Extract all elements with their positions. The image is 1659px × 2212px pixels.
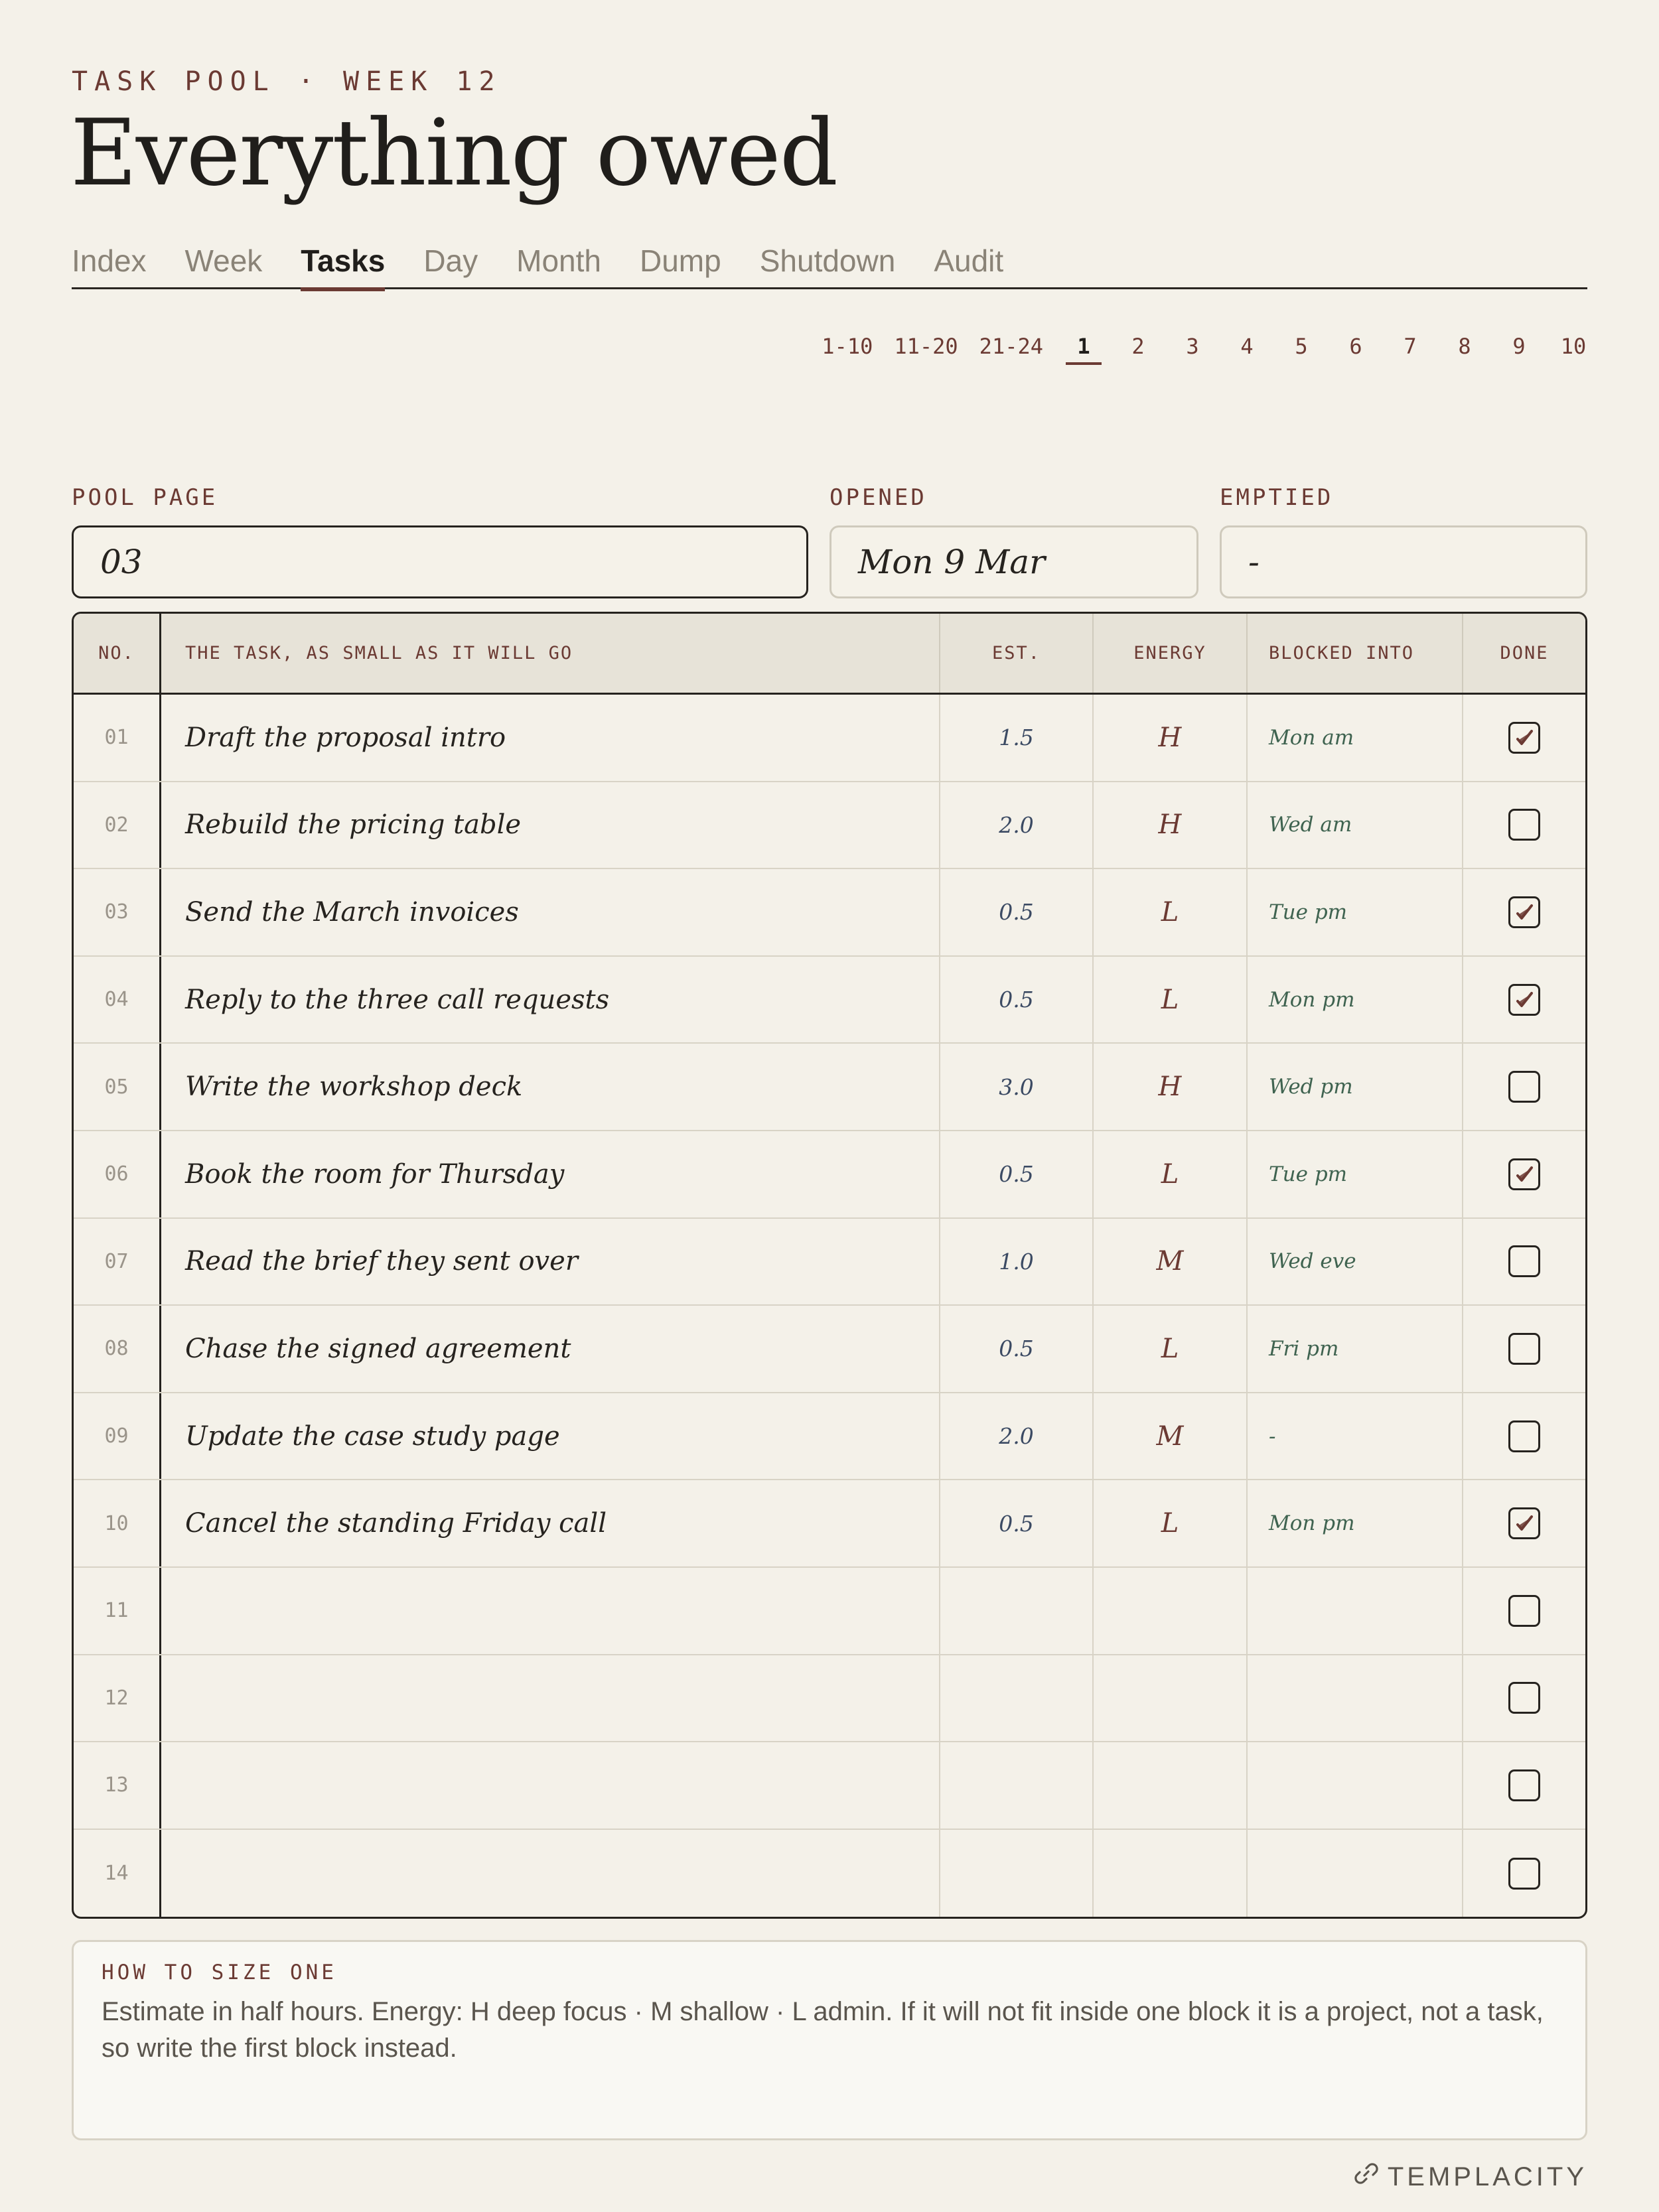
estimate-value: 0.5	[999, 1510, 1034, 1537]
row-number: 01	[104, 726, 129, 750]
estimate-value: 0.5	[999, 987, 1034, 1013]
blocked-into-cell[interactable]	[1248, 1306, 1463, 1392]
page-navigator	[800, 329, 1587, 366]
sizing-note-title: HOW TO SIZE ONE	[102, 1961, 337, 1984]
task-cell[interactable]	[161, 1830, 940, 1917]
blocked-into-cell[interactable]	[1248, 957, 1463, 1043]
task-cell[interactable]	[161, 1306, 940, 1392]
table-row	[74, 1830, 1585, 1917]
estimate-cell[interactable]	[940, 1044, 1094, 1130]
row-number-cell	[74, 1830, 161, 1917]
done-cell	[1463, 1568, 1585, 1654]
pager-page-3[interactable]: 3	[1186, 334, 1199, 359]
brand-logo	[1353, 2160, 1587, 2193]
row-number-cell	[74, 1306, 161, 1392]
task-text: Draft the proposal intro	[185, 722, 506, 753]
check-icon	[1513, 1163, 1536, 1186]
estimate-value: 0.5	[999, 1336, 1034, 1362]
task-cell[interactable]	[161, 1044, 940, 1130]
done-checkbox[interactable]	[1508, 1158, 1540, 1190]
tab-bar	[72, 240, 1587, 289]
emptied-date-field[interactable]: -	[1220, 525, 1587, 598]
row-number-cell	[74, 869, 161, 955]
estimate-value: 2.0	[999, 811, 1034, 838]
energy-cell[interactable]	[1094, 1393, 1248, 1480]
estimate-value: 1.0	[999, 1248, 1034, 1275]
check-icon	[1513, 726, 1536, 749]
done-checkbox[interactable]	[1508, 1858, 1540, 1890]
estimate-cell[interactable]	[940, 1480, 1094, 1566]
energy-cell[interactable]	[1094, 1131, 1248, 1217]
blocked-into-cell[interactable]	[1248, 1393, 1463, 1480]
row-number-cell	[74, 957, 161, 1043]
row-number: 06	[104, 1162, 129, 1186]
row-number: 07	[104, 1249, 129, 1273]
pager-range-21-24[interactable]: 21-24	[979, 334, 1043, 359]
energy-value: L	[1161, 1333, 1179, 1364]
blocked-into-cell[interactable]	[1248, 1742, 1463, 1829]
blocked-into-cell[interactable]	[1248, 1480, 1463, 1566]
blocked-into-cell[interactable]	[1248, 1131, 1463, 1217]
blocked-into-cell[interactable]	[1248, 1830, 1463, 1917]
task-cell[interactable]	[161, 1742, 940, 1829]
energy-cell[interactable]	[1094, 782, 1248, 868]
done-cell	[1463, 695, 1585, 781]
task-text: Reply to the three call requests	[185, 984, 610, 1015]
task-text: Update the case study page	[185, 1420, 560, 1452]
column-header-est: EST.	[940, 614, 1094, 693]
row-number-cell	[74, 695, 161, 781]
row-number-cell	[74, 1131, 161, 1217]
done-cell	[1463, 869, 1585, 955]
estimate-cell[interactable]	[940, 1830, 1094, 1917]
estimate-cell[interactable]	[940, 695, 1094, 781]
table-row	[74, 695, 1585, 782]
column-header-blocked-into: BLOCKED INTO	[1248, 614, 1463, 693]
task-table	[72, 612, 1587, 1919]
row-number-cell	[74, 782, 161, 868]
row-number: 11	[104, 1599, 129, 1623]
row-number: 05	[104, 1075, 129, 1099]
table-row	[74, 1655, 1585, 1743]
column-header-done: DONE	[1500, 643, 1549, 663]
energy-cell[interactable]	[1094, 1044, 1248, 1130]
row-number: 08	[104, 1337, 129, 1361]
done-cell	[1463, 1306, 1585, 1392]
row-number: 09	[104, 1424, 129, 1448]
estimate-cell[interactable]	[940, 1742, 1094, 1829]
done-checkbox[interactable]	[1508, 722, 1540, 754]
row-number-cell	[74, 1742, 161, 1829]
estimate-cell[interactable]	[940, 1219, 1094, 1305]
blocked-into-value: Mon pm	[1269, 1511, 1355, 1536]
brand-name: TEMPLACITY	[1387, 2162, 1587, 2191]
done-checkbox[interactable]	[1508, 1245, 1540, 1277]
blocked-into-value: Tue pm	[1269, 1162, 1348, 1186]
pager-page-6[interactable]: 6	[1349, 334, 1362, 359]
tab-month[interactable]: Month	[516, 243, 601, 278]
estimate-value: 2.0	[999, 1423, 1034, 1450]
column-header-energy: ENERGY	[1094, 614, 1248, 693]
energy-cell[interactable]	[1094, 957, 1248, 1043]
estimate-value: 1.5	[999, 725, 1034, 751]
energy-cell[interactable]	[1094, 1742, 1248, 1829]
done-checkbox[interactable]	[1508, 1769, 1540, 1801]
task-cell[interactable]	[161, 695, 940, 781]
page-title: Everything owed	[70, 100, 837, 206]
row-number: 13	[104, 1773, 129, 1797]
done-checkbox[interactable]	[1508, 1420, 1540, 1452]
energy-cell[interactable]	[1094, 1830, 1248, 1917]
done-cell	[1463, 1480, 1585, 1566]
task-text: Write the workshop deck	[185, 1071, 523, 1103]
blocked-into-cell[interactable]	[1248, 869, 1463, 955]
row-number: 14	[104, 1862, 129, 1886]
energy-cell[interactable]	[1094, 1306, 1248, 1392]
task-cell[interactable]	[161, 1219, 940, 1305]
estimate-value: 0.5	[999, 1161, 1034, 1188]
done-cell	[1463, 957, 1585, 1043]
table-row	[74, 1480, 1585, 1568]
task-table-header	[74, 614, 1585, 695]
tab-shutdown[interactable]: Shutdown	[759, 243, 896, 278]
task-text: Chase the signed agreement	[185, 1333, 571, 1364]
energy-cell[interactable]	[1094, 1480, 1248, 1566]
pager-page-5[interactable]: 5	[1295, 334, 1308, 359]
row-number: 04	[104, 988, 129, 1012]
done-cell	[1463, 1044, 1585, 1130]
energy-value: H	[1158, 809, 1182, 841]
row-number-cell	[74, 1655, 161, 1742]
table-row	[74, 1131, 1585, 1219]
blocked-into-value: -	[1269, 1424, 1276, 1448]
tab-day[interactable]: Day	[423, 243, 478, 278]
energy-value: L	[1161, 1508, 1179, 1539]
page-kicker: TASK POOL · WEEK 12	[72, 66, 502, 97]
table-row	[74, 1306, 1585, 1393]
table-row	[74, 869, 1585, 957]
energy-value: H	[1158, 1071, 1182, 1103]
task-cell[interactable]	[161, 869, 940, 955]
task-cell[interactable]	[161, 782, 940, 868]
done-checkbox[interactable]	[1508, 1071, 1540, 1103]
pager-range-1-10[interactable]: 1-10	[822, 334, 873, 359]
energy-value: L	[1161, 984, 1179, 1015]
column-header-task: THE TASK, AS SMALL AS IT WILL GO	[161, 614, 940, 693]
table-row	[74, 1219, 1585, 1306]
table-row	[74, 782, 1585, 870]
task-table-body	[74, 695, 1585, 1917]
energy-value: M	[1156, 1246, 1184, 1277]
table-row	[74, 957, 1585, 1044]
blocked-into-cell[interactable]	[1248, 1655, 1463, 1742]
task-cell[interactable]	[161, 957, 940, 1043]
pager-page-7[interactable]: 7	[1404, 334, 1417, 359]
row-number: 12	[104, 1686, 129, 1710]
done-cell	[1463, 1219, 1585, 1305]
done-checkbox[interactable]	[1508, 896, 1540, 928]
done-checkbox[interactable]	[1508, 1595, 1540, 1627]
task-cell[interactable]	[161, 1131, 940, 1217]
table-row	[74, 1044, 1585, 1131]
emptied-label: EMPTIED	[1220, 484, 1334, 511]
sizing-note-body: Estimate in half hours. Energy: H deep focus · M shallow · L admin. If it will not fit inside one block it is a project, not a task, so write the first block instead.	[102, 1997, 1544, 2063]
pool-page-field[interactable]: 03	[72, 525, 808, 598]
column-header-no: NO.	[74, 614, 161, 693]
estimate-cell[interactable]	[940, 782, 1094, 868]
pager-page-9[interactable]: 9	[1512, 334, 1526, 359]
blocked-into-value: Mon am	[1269, 725, 1354, 750]
estimate-value: 0.5	[999, 899, 1034, 926]
pool-page-label: POOL PAGE	[72, 484, 218, 511]
energy-cell[interactable]	[1094, 869, 1248, 955]
row-number-cell	[74, 1480, 161, 1566]
done-checkbox[interactable]	[1508, 1507, 1540, 1539]
estimate-cell[interactable]	[940, 1393, 1094, 1480]
done-checkbox[interactable]	[1508, 1333, 1540, 1365]
blocked-into-value: Mon pm	[1269, 987, 1355, 1012]
estimate-cell[interactable]	[940, 869, 1094, 955]
opened-date-field[interactable]: Mon 9 Mar	[830, 525, 1198, 598]
tab-index[interactable]: Index	[72, 243, 147, 278]
energy-value: L	[1161, 896, 1179, 928]
energy-value: L	[1161, 1158, 1179, 1190]
task-cell[interactable]	[161, 1480, 940, 1566]
blocked-into-cell[interactable]	[1248, 1044, 1463, 1130]
tab-dump[interactable]: Dump	[640, 243, 721, 278]
task-cell[interactable]	[161, 1655, 940, 1742]
estimate-cell[interactable]	[940, 1568, 1094, 1654]
pager-range-11-20[interactable]: 11-20	[894, 334, 958, 359]
blocked-into-value: Wed eve	[1269, 1249, 1356, 1274]
tab-audit[interactable]: Audit	[934, 243, 1004, 278]
check-icon	[1513, 901, 1536, 924]
energy-cell[interactable]	[1094, 1568, 1248, 1654]
row-number: 02	[104, 813, 129, 837]
task-cell[interactable]	[161, 1568, 940, 1654]
done-checkbox[interactable]	[1508, 809, 1540, 841]
done-checkbox[interactable]	[1508, 984, 1540, 1016]
sizing-note	[72, 1940, 1587, 2140]
done-checkbox[interactable]	[1508, 1682, 1540, 1714]
pager-page-8[interactable]: 8	[1458, 334, 1471, 359]
estimate-cell[interactable]	[940, 1655, 1094, 1742]
row-number: 10	[104, 1511, 129, 1535]
task-text: Book the room for Thursday	[185, 1158, 565, 1190]
task-text: Read the brief they sent over	[185, 1246, 578, 1277]
energy-value: M	[1156, 1420, 1184, 1452]
task-text: Send the March invoices	[185, 896, 519, 928]
check-icon	[1513, 989, 1536, 1011]
estimate-cell[interactable]	[940, 957, 1094, 1043]
table-row	[74, 1393, 1585, 1481]
table-row	[74, 1568, 1585, 1655]
energy-value: H	[1158, 722, 1182, 753]
blocked-into-cell[interactable]	[1248, 1568, 1463, 1654]
done-cell	[1463, 1131, 1585, 1217]
pager-page-1[interactable]: 1	[1070, 329, 1098, 366]
pager-page-4[interactable]: 4	[1240, 334, 1254, 359]
estimate-value: 3.0	[999, 1073, 1034, 1100]
blocked-into-value: Wed am	[1269, 813, 1352, 837]
energy-cell[interactable]	[1094, 1219, 1248, 1305]
table-row	[74, 1742, 1585, 1830]
blocked-into-value: Wed pm	[1269, 1075, 1353, 1099]
blocked-into-cell[interactable]	[1248, 782, 1463, 868]
task-cell[interactable]	[161, 1393, 940, 1480]
blocked-into-cell[interactable]	[1248, 695, 1463, 781]
done-cell	[1463, 1655, 1585, 1742]
done-cell	[1463, 1742, 1585, 1829]
opened-label: OPENED	[830, 484, 927, 511]
task-text: Rebuild the pricing table	[185, 809, 522, 841]
check-icon	[1513, 1512, 1536, 1535]
pager-page-10[interactable]: 10	[1560, 334, 1587, 359]
energy-cell[interactable]	[1094, 1655, 1248, 1742]
pager-page-2[interactable]: 2	[1131, 334, 1145, 359]
blocked-into-cell[interactable]	[1248, 1219, 1463, 1305]
tab-tasks[interactable]: Tasks	[301, 240, 385, 289]
done-cell	[1463, 1830, 1585, 1917]
row-number-cell	[74, 1044, 161, 1130]
row-number-cell	[74, 1219, 161, 1305]
energy-cell[interactable]	[1094, 695, 1248, 781]
tab-week[interactable]: Week	[184, 243, 263, 278]
blocked-into-value: Tue pm	[1269, 900, 1348, 924]
blocked-into-value: Fri pm	[1269, 1336, 1339, 1361]
link-icon	[1353, 2160, 1388, 2193]
done-cell	[1463, 1393, 1585, 1480]
estimate-cell[interactable]	[940, 1131, 1094, 1217]
estimate-cell[interactable]	[940, 1306, 1094, 1392]
row-number-cell	[74, 1393, 161, 1480]
task-text: Cancel the standing Friday call	[185, 1508, 607, 1539]
row-number: 03	[104, 900, 129, 924]
row-number-cell	[74, 1568, 161, 1654]
done-cell	[1463, 782, 1585, 868]
